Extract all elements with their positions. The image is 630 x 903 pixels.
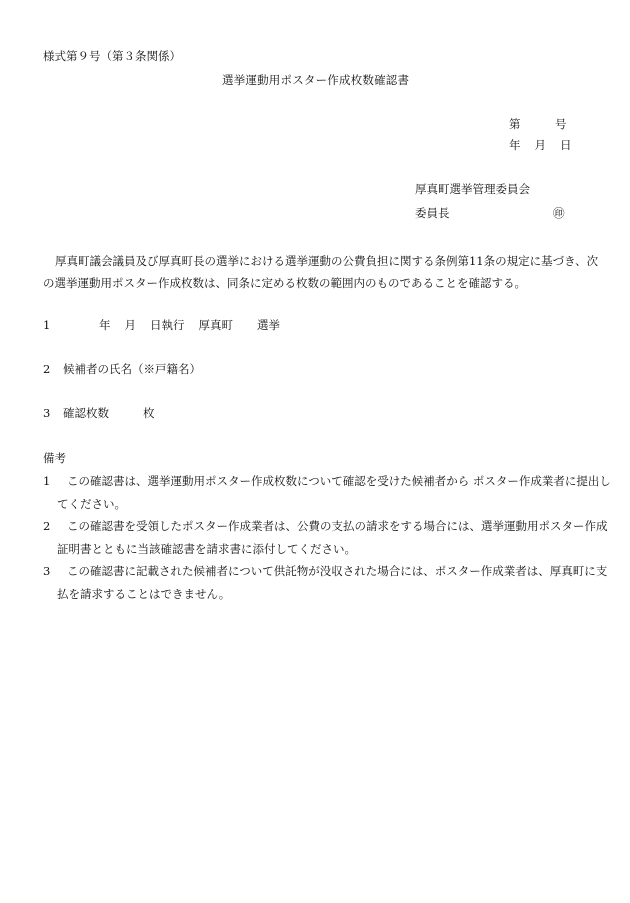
intro-paragraph: 厚真町議会議員及び厚真町長の選挙における選挙運動の公費負担に関する条例第11条の規定に基づき、次の選挙運動用ポスター作成枚数は、同条に定める枚数の範囲内のものであることを確認する。 [43,254,599,290]
chair-title: 委員長 [415,206,450,220]
item-part-month: 月 [124,318,136,332]
date-month-label: 月 [534,138,546,152]
note-text: この確認書を受領したポスター作成業者は、公費の支払の請求をする場合には、選挙運動用ポスター作成証明書とともに当該確認書を請求書に添付してください。 [57,519,608,556]
item-confirmed-count [43,408,155,420]
item-label: 確認枚数 [63,406,109,420]
document-number-prefix: 第 [509,117,521,131]
note-number: 2 [43,519,51,533]
item-part-day: 日執行 [150,318,185,332]
note-item [43,560,617,606]
item-number: 2 [43,362,51,376]
form-number-label: 様式第９号（第３条関係） [43,49,181,63]
item-label: 候補者の氏名（※戸籍名） [63,362,201,376]
note-item [43,470,617,516]
item-number: 3 [43,406,51,420]
note-number: 1 [43,474,51,488]
note-item [43,515,617,561]
document-number-suffix: 号 [555,117,567,131]
issue-date [509,140,572,152]
item-part-election: 選挙 [257,318,280,332]
notes-title: 備考 [43,451,66,465]
date-day-label: 日 [560,138,572,152]
item-number: 1 [43,318,51,332]
note-text: この確認書に記載された候補者について供託物が没収された場合には、ポスター作成業者は、厚真町に支払を請求することはできません。 [57,564,608,601]
item-part-year: 年 [99,318,111,332]
item-candidate-name [43,364,201,376]
item-election-date [43,320,280,332]
item-part-town: 厚真町 [198,318,233,332]
document-title: 選挙運動用ポスター作成枚数確認書 [222,73,410,87]
note-text: この確認書は、選挙運動用ポスター作成枚数について確認を受けた候補者から ポスター作成業者に提出してください。 [57,474,611,511]
note-number: 3 [43,564,51,578]
committee-name: 厚真町選挙管理委員会 [415,182,530,196]
seal-mark: ㊞ [553,206,565,220]
date-year-label: 年 [509,138,521,152]
item-unit: 枚 [143,406,155,420]
